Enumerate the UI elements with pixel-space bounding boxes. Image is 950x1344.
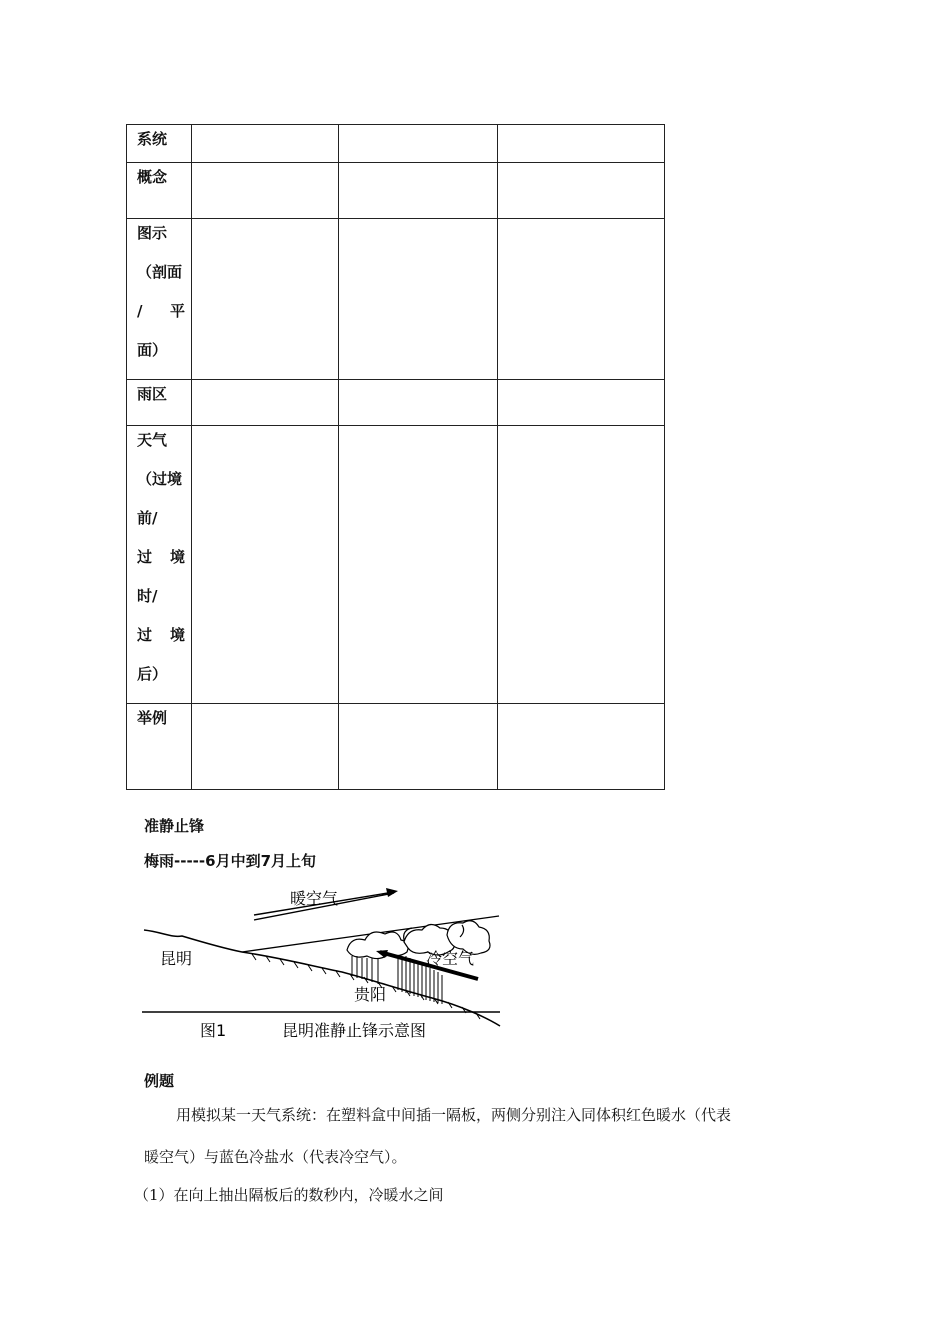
row-label-concept: 概念 bbox=[127, 163, 192, 219]
label-char: 过 bbox=[137, 626, 153, 644]
section-title: 准静止锋 bbox=[144, 817, 205, 835]
empty-cell bbox=[192, 163, 339, 219]
example-heading: 例题 bbox=[144, 1072, 175, 1090]
empty-cell bbox=[339, 219, 498, 380]
empty-cell bbox=[192, 704, 339, 790]
guiyang-label: 贵阳 bbox=[354, 985, 387, 1004]
figure-caption: 昆明准静止锋示意图 bbox=[282, 1021, 427, 1040]
label-line: 前/ bbox=[137, 509, 158, 527]
table-row-example bbox=[127, 704, 665, 790]
empty-cell bbox=[498, 219, 665, 380]
empty-cell bbox=[498, 426, 665, 704]
empty-cell bbox=[498, 163, 665, 219]
label-char: 境 bbox=[169, 548, 185, 566]
empty-cell bbox=[498, 380, 665, 426]
table-row-system bbox=[127, 125, 665, 163]
empty-cell bbox=[498, 704, 665, 790]
label-char: 平 bbox=[169, 302, 185, 320]
empty-cell bbox=[339, 163, 498, 219]
label-line bbox=[137, 547, 185, 586]
table-row-rain bbox=[127, 380, 665, 426]
row-label-weather bbox=[127, 426, 192, 704]
row-label-diagram bbox=[127, 219, 192, 380]
empty-cell bbox=[192, 219, 339, 380]
cold-air-label: 冷空气 bbox=[426, 949, 475, 968]
weather-system-table bbox=[126, 124, 665, 790]
figure-number: 图1 bbox=[200, 1021, 227, 1040]
label-line bbox=[137, 625, 185, 664]
table-row-concept bbox=[127, 163, 665, 219]
label-line: 后） bbox=[137, 665, 168, 683]
kunming-label: 昆明 bbox=[160, 949, 193, 968]
label-line: 图示 bbox=[137, 224, 168, 242]
label-line: （剖面 bbox=[137, 263, 183, 281]
label-line: 天气 bbox=[137, 431, 168, 449]
label-line: 时/ bbox=[137, 587, 158, 605]
label-line: （过境 bbox=[137, 470, 183, 488]
empty-cell bbox=[339, 380, 498, 426]
empty-cell bbox=[339, 426, 498, 704]
example-paragraph-line2: 暖空气）与蓝色冷盐水（代表冷空气）。 bbox=[144, 1148, 407, 1166]
label-line bbox=[137, 301, 185, 340]
warm-air-label: 暖空气 bbox=[290, 889, 339, 908]
empty-cell bbox=[192, 125, 339, 163]
label-char: 境 bbox=[169, 626, 185, 644]
row-label-rain: 雨区 bbox=[127, 380, 192, 426]
empty-cell bbox=[498, 125, 665, 163]
front-diagram bbox=[142, 880, 502, 1042]
empty-cell bbox=[339, 125, 498, 163]
row-label-example: 举例 bbox=[127, 704, 192, 790]
table-row-weather bbox=[127, 426, 665, 704]
label-char: / bbox=[137, 302, 143, 320]
label-line: 面） bbox=[137, 341, 168, 359]
empty-cell bbox=[339, 704, 498, 790]
example-question-1: （1）在向上抽出隔板后的数秒内，冷暖水之间 bbox=[134, 1186, 444, 1204]
section-subtitle: 梅雨-----6月中到7月上旬 bbox=[144, 852, 317, 870]
table-row-diagram bbox=[127, 219, 665, 380]
label-char: 过 bbox=[137, 548, 153, 566]
example-paragraph-line1: 用模拟某一天气系统：在塑料盒中间插一隔板，两侧分别注入同体积红色暖水（代表 bbox=[176, 1106, 732, 1124]
empty-cell bbox=[192, 380, 339, 426]
row-label-system: 系统 bbox=[127, 125, 192, 163]
empty-cell bbox=[192, 426, 339, 704]
